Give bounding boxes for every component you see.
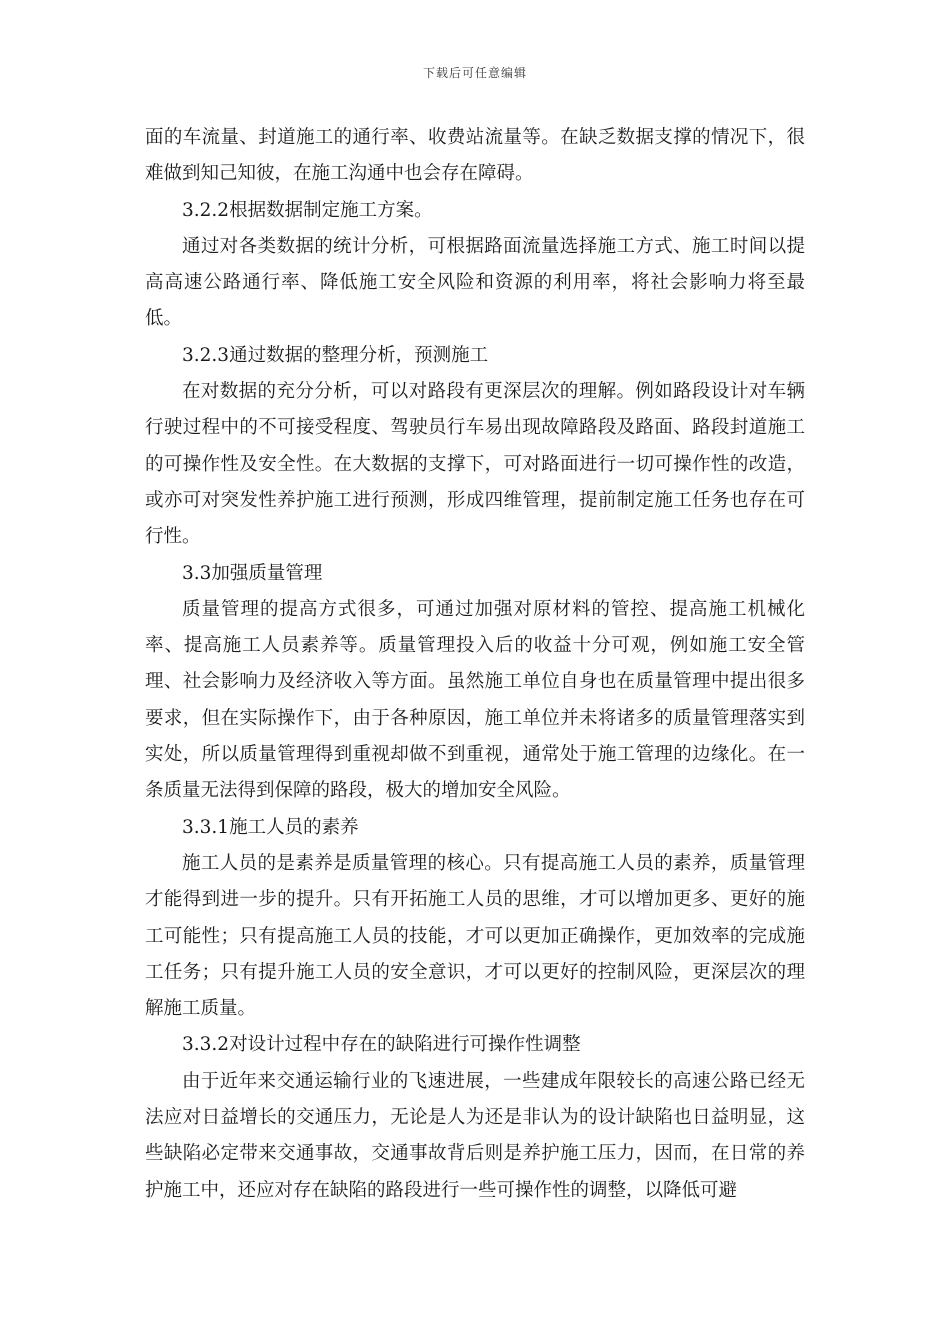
section-heading: 3.2.2根据数据制定施工方案。 <box>182 199 433 221</box>
section-heading: 3.3.1施工人员的素养 <box>182 816 359 838</box>
section-heading: 3.3加强质量管理 <box>182 562 323 584</box>
document-body <box>145 120 805 1209</box>
paragraph: 面的车流量、封道施工的通行率、收费站流量等。在缺乏数据支撑的情况下，很难做到知己知彼，在施工沟通中也会存在障碍。 <box>145 127 805 185</box>
section-heading: 3.2.3通过数据的整理分析，预测施工 <box>182 344 489 366</box>
section-heading: 3.3.2对设计过程中存在的缺陷进行可操作性调整 <box>182 1034 581 1056</box>
paragraph: 施工人员的是素养是质量管理的核心。只有提高施工人员的素养，质量管理才能得到进一步的提升。只有开拓施工人员的思维，才可以增加更多、更好的施工可能性；只有提高施工人员的技能，才可以更加正确操作，更加效率的完成施工任务；只有提升施工人员的安全意识，才可以更好的控制风险，更深层次的理解施工质量。 <box>145 852 805 1020</box>
page-header: 下载后可任意编辑 <box>422 66 527 80</box>
paragraph: 由于近年来交通运输行业的飞速进展，一些建成年限较长的高速公路已经无法应对日益增长的交通压力，无论是人为还是非认为的设计缺陷也日益明显，这些缺陷必定带来交通事故，交通事故背后则是养护施工压力，因而，在日常的养护施工中，还应对存在缺陷的路段进行一些可操作性的调整，以降低可避 <box>145 1070 805 1201</box>
paragraph: 在对数据的充分分析，可以对路段有更深层次的理解。例如路段设计对车辆行驶过程中的不可接受程度、驾驶员行车易出现故障路段及路面、路段封道施工的可操作性及安全性。在大数据的支撑下，可对路面进行一切可操作性的改造，或亦可对突发性养护施工进行预测，形成四维管理，提前制定施工任务也存在可行性。 <box>145 381 805 548</box>
paragraph: 质量管理的提高方式很多，可通过加强对原材料的管控、提高施工机械化率、提高施工人员素养等。质量管理投入后的收益十分可观，例如施工安全管理、社会影响力及经济收入等方面。虽然施工单位自身也在质量管理中提出很多要求，但在实际操作下，由于各种原因，施工单位并未将诸多的质量管理落实到实处，所以质量管理得到重视却做不到重视，通常处于施工管理的边缘化。在一条质量无法得到保障的路段，极大的增加安全风险。 <box>145 598 805 802</box>
paragraph: 通过对各类数据的统计分析，可根据路面流量选择施工方式、施工时间以提高高速公路通行率、降低施工安全风险和资源的利用率，将社会影响力将至最低。 <box>145 235 805 330</box>
